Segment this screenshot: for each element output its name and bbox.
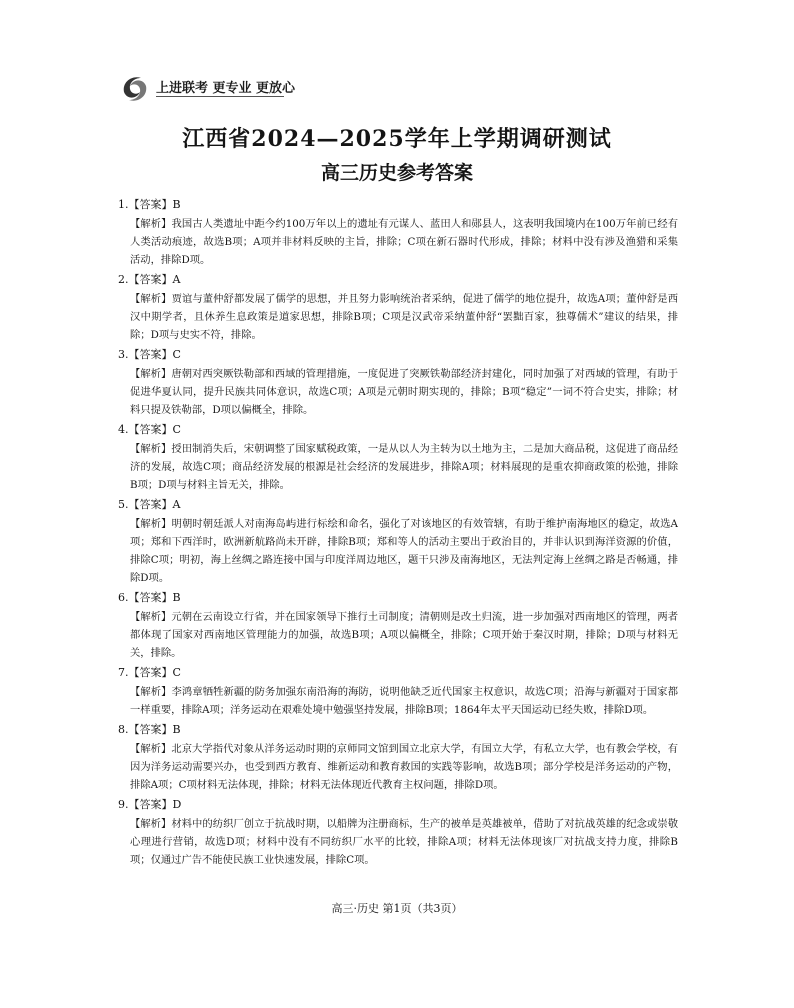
answer-line (118, 720, 678, 740)
document-subtitle: 高三历史参考答案 (320, 162, 473, 184)
answer-line (118, 345, 678, 365)
answer-label: 【答案】D (128, 798, 182, 811)
answer-label: 【答案】B (128, 591, 181, 604)
explanation-text: 【解析】北京大学指代对象从洋务运动时期的京师同文馆到国立北京大学，有国立大学，有私立大学，也有教会学校，有因为洋务运动需要兴办，也受到西方教育、维新运动和教育救国的实践等影响，故选B项；部分学校是洋务运动的产物，排除A项；C项材料无法体现，排除；材料无法体现近代教育主权问题，排除D项。 (130, 743, 678, 791)
explanation-text: 【解析】唐朝对西突厥铁勒部和西域的管理措施，一度促进了突厥铁勒部经济封建化，同时加强了对西域的管理，有助于促进华夏认同，提升民族共同体意识，故选C项；A项是元朝时期实现的，排除；B项“稳定”一词不符合史实，排除；材料只提及铁勒部，D项以偏概全，排除。 (130, 368, 678, 416)
explanation-text: 【解析】李鸿章牺牲新疆的防务加强东南沿海的海防，说明他缺乏近代国家主权意识，故选C项；沿海与新疆对于国家都一样重要，排除A项；洋务运动在艰难处境中勉强坚持发展，排除B项；1864年太平天国运动已经失败，排除D项。 (130, 686, 678, 716)
answer-label: 【答案】C (128, 666, 181, 679)
question-number: 7. (118, 666, 129, 679)
question-item (118, 345, 678, 419)
answer-list (118, 195, 678, 870)
explanation-text: 【解析】授田制消失后，宋朝调整了国家赋税政策，一是从以人为主转为以土地为主，二是加大商品税，这促进了商品经济的发展，故选C项；商品经济发展的根源是社会经济的发展进步，排除A项；材料展现的是重农抑商政策的松弛，排除B项；D项与材料主旨无关，排除。 (130, 443, 678, 491)
answer-label: 【答案】C (128, 348, 181, 361)
explanation-text: 【解析】材料中的纺织厂创立于抗战时期，以船牌为注册商标，生产的被单是英雄被单，借助了对抗战英雄的纪念或崇敬心理进行营销，故选D项；材料中没有不同纺织厂水平的比较，排除A项；材料无法体现该厂对抗战支持力度，排除B项；仅通过广告不能使民族工业快速发展，排除C项。 (130, 818, 678, 866)
answer-label: 【答案】B (128, 723, 181, 736)
explanation-text: 【解析】元朝在云南设立行省，并在国家领导下推行土司制度；清朝则是改土归流，进一步加强对西南地区的管理，两者都体现了国家对西南地区管理能力的加强，故选B项；A项以偏概全，排除；C项开始于秦汉时期，排除；D项与材料无关，排除。 (130, 611, 678, 659)
question-number: 3. (118, 348, 129, 361)
question-number: 5. (118, 498, 129, 511)
answer-label: 【答案】B (128, 198, 181, 211)
answer-line (118, 420, 678, 440)
question-number: 6. (118, 591, 129, 604)
question-number: 2. (118, 273, 129, 286)
question-item (118, 720, 678, 794)
answer-line (118, 195, 678, 215)
question-item (118, 420, 678, 494)
question-number: 8. (118, 723, 129, 736)
answer-line (118, 495, 678, 515)
question-item (118, 663, 678, 719)
question-number: 1. (118, 198, 129, 211)
question-item (118, 795, 678, 869)
question-item (118, 495, 678, 587)
question-item (118, 588, 678, 662)
answer-label: 【答案】A (128, 273, 181, 286)
document-title: 江西省2024—2025学年上学期调研测试 (182, 126, 612, 152)
answer-line (118, 588, 678, 608)
explanation-text: 【解析】明朝时朝廷派人对南海岛屿进行标绘和命名，强化了对该地区的有效管辖，有助于维护南海地区的稳定，故选A项；郑和下西洋时，欧洲新航路尚未开辟，排除B项；郑和等人的活动主要出于政治目的，并非认识到海洋资源的价值，排除C项；明初，海上丝绸之路连接中国与印度洋周边地区，题干只涉及南海地区，无法判定海上丝绸之路是否畅通，排除D项。 (130, 518, 678, 584)
question-item (118, 270, 678, 344)
answer-label: 【答案】A (128, 498, 181, 511)
question-item (118, 195, 678, 269)
answer-line (118, 663, 678, 683)
answer-label: 【答案】C (128, 423, 181, 436)
explanation-text: 【解析】贾谊与董仲舒都发展了儒学的思想，并且努力影响统治者采纳，促进了儒学的地位提升，故选A项；董仲舒是西汉中期学者，且休养生息政策是道家思想，排除B项；C项是汉武帝采纳董仲舒“罢黜百家，独尊儒术”建议的结果，排除；D项与史实不符，排除。 (130, 293, 678, 341)
explanation-text: 【解析】我国古人类遗址中距今约100万年以上的遗址有元谋人、蓝田人和郧县人，这表明我国境内在100万年前已经有人类活动痕迹，故选B项；A项并非材料反映的主旨，排除；C项在新石器时代形成，排除；材料中没有涉及渔猎和采集活动，排除D项。 (130, 218, 678, 266)
logo-swirl-icon (118, 72, 152, 106)
question-number: 4. (118, 423, 129, 436)
answer-line (118, 795, 678, 815)
logo-divider (156, 96, 284, 97)
question-number: 9. (118, 798, 129, 811)
logo-slogan: 上进联考 更专业 更放心 (156, 81, 296, 96)
logo (118, 70, 318, 110)
answer-line (118, 270, 678, 290)
page-footer: 高三·历史 第1页（共3页） (331, 902, 463, 915)
